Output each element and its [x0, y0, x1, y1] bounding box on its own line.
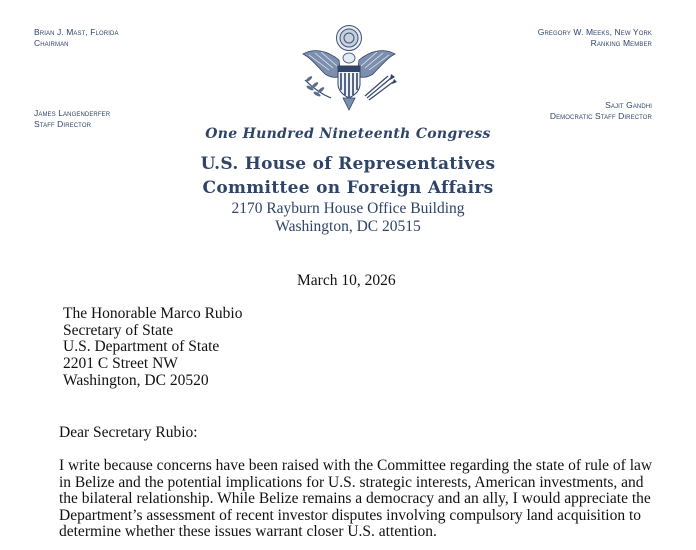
chairman-name: Brian J. Mast, Florida	[34, 27, 119, 37]
body-paragraph	[59, 458, 679, 541]
recipient-line: Secretary of State	[63, 321, 174, 339]
recipient-line: 2201 C Street NW	[63, 355, 178, 373]
committee-address-line2: Washington, DC 20515	[275, 218, 421, 235]
great-seal-icon	[295, 22, 403, 114]
chairman-block	[34, 27, 119, 49]
recipient-line: Washington, DC 20520	[63, 371, 209, 389]
ranking-member-name: Gregory W. Meeks, New York	[537, 27, 652, 37]
democratic-staff-director-title: Democratic Staff Director	[549, 111, 652, 121]
ranking-member-block	[538, 27, 652, 49]
body-line: determine whether these issues warrant closer U.S. attention.	[59, 523, 437, 541]
ranking-member-title: Ranking Member	[590, 38, 652, 48]
salutation: Dear Secretary Rubio:	[59, 424, 198, 441]
body-line: Department’s assessment of recent investor disputes involving compulsory land acquisition to	[59, 506, 642, 524]
recipient-line: U.S. Department of State	[63, 338, 220, 356]
recipient-line: The Honorable Marco Rubio	[63, 305, 243, 322]
democratic-staff-director-block	[550, 100, 652, 122]
body-line: in Belize and the potential implications for U.S. strategic interests, American investments, and	[59, 473, 644, 491]
body-line: the bilateral relationship. While Belize remains a democracy and an ally, I would appreciate the	[59, 490, 651, 508]
staff-director-title: Staff Director	[34, 119, 92, 129]
letter-date: March 10, 2026	[297, 272, 396, 289]
staff-director-name: James Langenderfer	[34, 108, 111, 118]
committee-address-line1: 2170 Rayburn House Office Building	[231, 200, 465, 217]
congress-heading: One Hundred Nineteenth Congress	[205, 126, 491, 142]
committee-heading: Committee on Foreign Affairs	[202, 178, 494, 198]
chairman-title: Chairman	[34, 38, 69, 48]
democratic-staff-director-name: Sajit Gandhi	[605, 100, 652, 110]
house-heading: U.S. House of Representatives	[200, 154, 496, 174]
body-line: I write because concerns have been raised with the Committee regarding the state of rule of law	[59, 457, 653, 474]
recipient-address	[63, 306, 243, 390]
